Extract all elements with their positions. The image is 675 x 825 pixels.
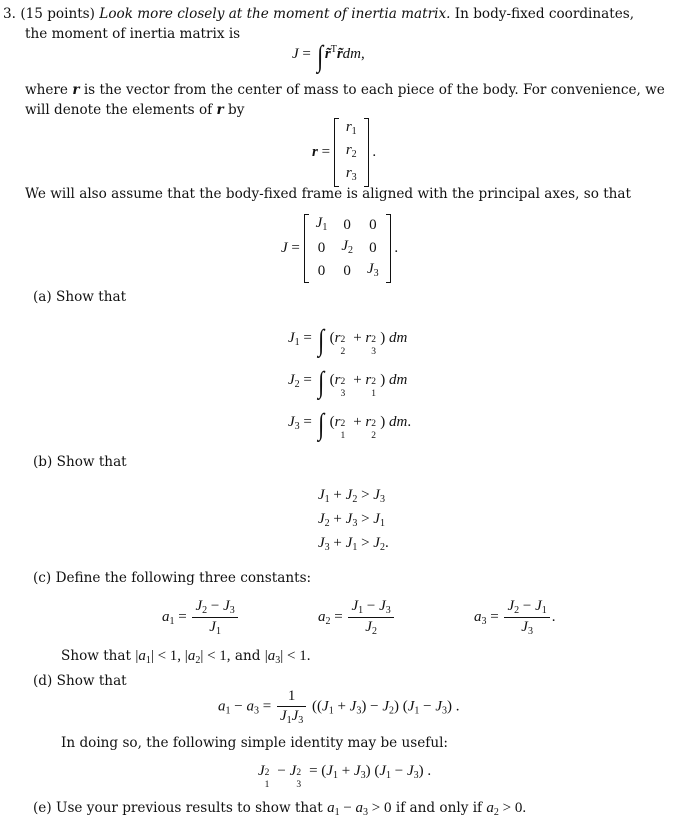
part-a-eq2: $J_2$ = ∫ (r 2 3 + r 2 1 ) dm — [288, 366, 408, 399]
problem-points: (15 points) — [20, 6, 95, 22]
where-line-1: where r is the vector from the center of mass to each piece of the body. For convenience, we — [25, 82, 665, 98]
part-d-label: (d) Show that — [33, 673, 127, 689]
part-d-hint: In doing so, the following simple identity may be useful: — [61, 735, 449, 751]
constant-a1: $a_1$ = $\frac{J_2 - J_3}{J_1}$ — [162, 598, 240, 637]
constant-a3: $a_3$ = $\frac{J_2 - J_1}{J_3}$ . — [474, 598, 556, 637]
part-b-label: (b) Show that — [33, 454, 127, 470]
principal-inertia-matrix: J = $J_1$ 0 0 0 $J_2$ 0 0 0 $J_3$ . — [281, 214, 398, 283]
part-c-show: Show that $|a_1| < 1$, $|a_2| < 1$, and $|a_3| < 1$. — [61, 648, 311, 666]
inertia-matrix-equation: J = ∫ r̃$^T$r̃dm, — [292, 40, 365, 73]
assume-line: We will also assume that the body-fixed frame is aligned with the principal axes, so that — [25, 186, 631, 202]
part-b-ineq2: $J_2 + J_3 > J_1$ — [318, 511, 385, 529]
problem-intro-line2: the moment of inertia matrix is — [25, 26, 241, 42]
part-a-eq3: $J_3$ = ∫ (r 2 1 + r 2 2 ) dm. — [288, 408, 412, 441]
problem-number: 3. — [3, 6, 16, 22]
part-a-eq1: $J_1$ = ∫ (r 2 2 + r 2 3 ) dm — [288, 324, 408, 357]
problem-title: Look more closely at the moment of inertia matrix. — [99, 6, 451, 22]
part-d-equation: $a_1 - a_3$ = $\frac{1}{J_1J_3}$ $((J_1 + J_3) - J_2) (J_1 - J_3)$ . — [218, 688, 460, 726]
part-c-label: (c) Define the following three constants: — [33, 570, 312, 586]
part-b-ineq1: $J_1 + J_2 > J_3$ — [318, 487, 385, 505]
where-line-2: will denote the elements of r by — [25, 102, 245, 118]
part-e: (e) Use your previous results to show that $a_1 - a_3 > 0$ if and only if $a_2 > 0$. — [33, 800, 527, 818]
problem-intro: In body-fixed coordinates, — [454, 6, 635, 22]
r-vector-equation: r = $r_1$ $r_2$ $r_3$ . — [312, 118, 376, 187]
part-d-identity: J 2 1 − J 2 3 = $(J_1 + J_3) (J_1 - J_3)$ . — [258, 763, 432, 790]
problem-header — [3, 6, 634, 22]
part-a-label: (a) Show that — [33, 289, 127, 305]
constant-a2: $a_2$ = $\frac{J_1 - J_3}{J_2}$ — [318, 598, 396, 637]
part-b-ineq3: $J_3 + J_1 > J_2$. — [318, 535, 389, 553]
